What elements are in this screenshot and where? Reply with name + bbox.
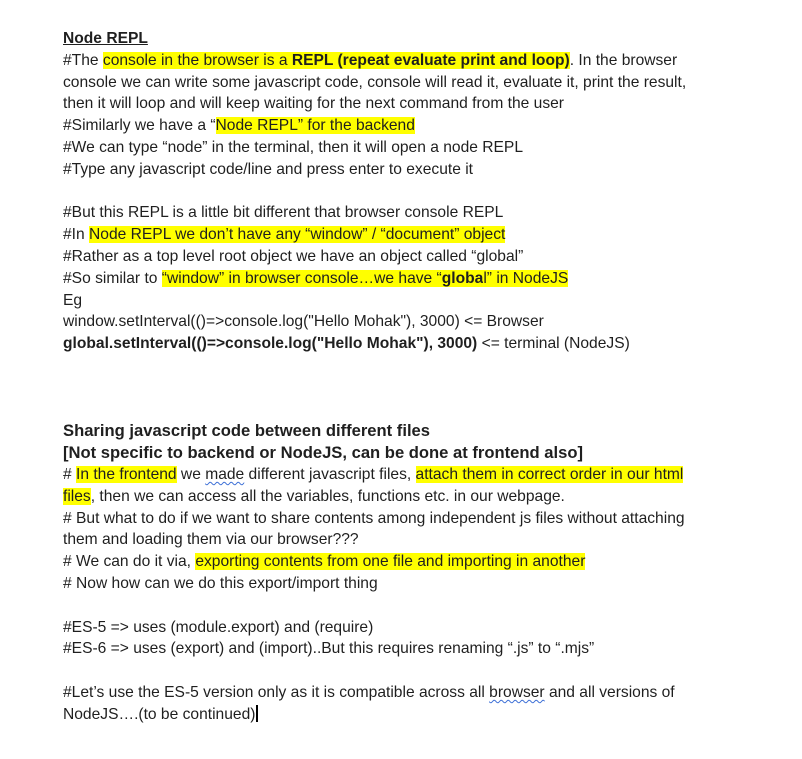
paragraph-line: #ES-6 => uses (export) and (import)..But this requires renaming “.js” to “.mjs” — [63, 640, 595, 658]
document-body[interactable] — [63, 28, 763, 726]
paragraph-line: # But what to do if we want to share contents among independent js files without attaching — [63, 509, 685, 527]
paragraph-line: #Type any javascript code/line and press enter to execute it — [63, 160, 474, 178]
paragraph-line: #We can type “node” in the terminal, then it will open a node REPL — [63, 138, 523, 156]
section-title-sharing-code: Sharing javascript code between different files — [63, 421, 431, 441]
highlighted-text: Node REPL” for the backend — [215, 117, 415, 135]
paragraph-line: #So similar to “window” in browser console…we have “global” in NodeJS — [63, 269, 569, 287]
highlighted-bold-text: REPL (repeat evaluate print and loop) — [291, 51, 570, 69]
highlighted-bold-text: globa — [441, 269, 484, 287]
paragraph-line: #Let’s use the ES-5 version only as it is compatible across all browser and all versions of — [63, 683, 675, 701]
paragraph-line: #ES-5 => uses (module.export) and (require) — [63, 618, 374, 636]
paragraph-line: then it will loop and will keep waiting for the next command from the user — [63, 95, 564, 113]
paragraph-line: #In Node REPL we don’t have any “window” / “document” object — [63, 226, 506, 244]
spellcheck-word: made — [205, 465, 245, 483]
blank-line — [63, 595, 763, 617]
paragraph-line: #Similarly we have a “Node REPL” for the backend — [63, 117, 415, 135]
blank-line — [63, 181, 763, 203]
paragraph-line: #Rather as a top level root object we have an object called “global” — [63, 247, 524, 265]
highlighted-text: exporting contents from one file and importing in another — [195, 553, 586, 571]
paragraph-line: #The console in the browser is a REPL (repeat evaluate print and loop). In the browser — [63, 51, 678, 69]
highlighted-text: Node REPL we don’t have any “window” / “document” object — [89, 226, 506, 244]
highlighted-text: files — [63, 487, 91, 505]
highlighted-text: “window” in browser console…we have “ — [161, 269, 442, 287]
code-line-browser: window.setInterval(()=>console.log("Hello Mohak"), 3000) <= Browser — [63, 313, 544, 331]
paragraph-line: console we can write some javascript code, console will read it, evaluate it, print the result, — [63, 73, 687, 91]
highlighted-text: attach them in correct order in our html — [415, 465, 684, 483]
paragraph-line: files, then we can access all the variables, functions etc. in our webpage. — [63, 487, 565, 505]
section-title-node-repl: Node REPL — [63, 30, 148, 47]
paragraph-line: # In the frontend we made different javascript files, attach them in correct order in our html — [63, 465, 684, 483]
paragraph-line: # Now how can we do this export/import thing — [63, 574, 378, 592]
text-cursor — [256, 705, 258, 722]
paragraph-line: NodeJS….(to be continued) — [63, 704, 763, 726]
highlighted-text: console in the browser is a — [102, 51, 292, 69]
blank-line — [63, 660, 763, 682]
paragraph-line: #But this REPL is a little bit different that browser console REPL — [63, 204, 504, 222]
highlighted-text: In the frontend — [76, 465, 177, 483]
paragraph-line: Eg — [63, 291, 83, 309]
blank-lines — [63, 355, 763, 420]
spellcheck-word: browser — [489, 683, 545, 701]
code-line-node: global.setInterval(()=>console.log("Hello Mohak"), 3000) <= terminal (NodeJS) — [63, 335, 630, 353]
paragraph-line: them and loading them via our browser??? — [63, 531, 359, 549]
section-subtitle: [Not specific to backend or NodeJS, can be done at frontend also] — [63, 443, 584, 463]
paragraph-line: # We can do it via, exporting contents from one file and importing in another — [63, 553, 586, 571]
